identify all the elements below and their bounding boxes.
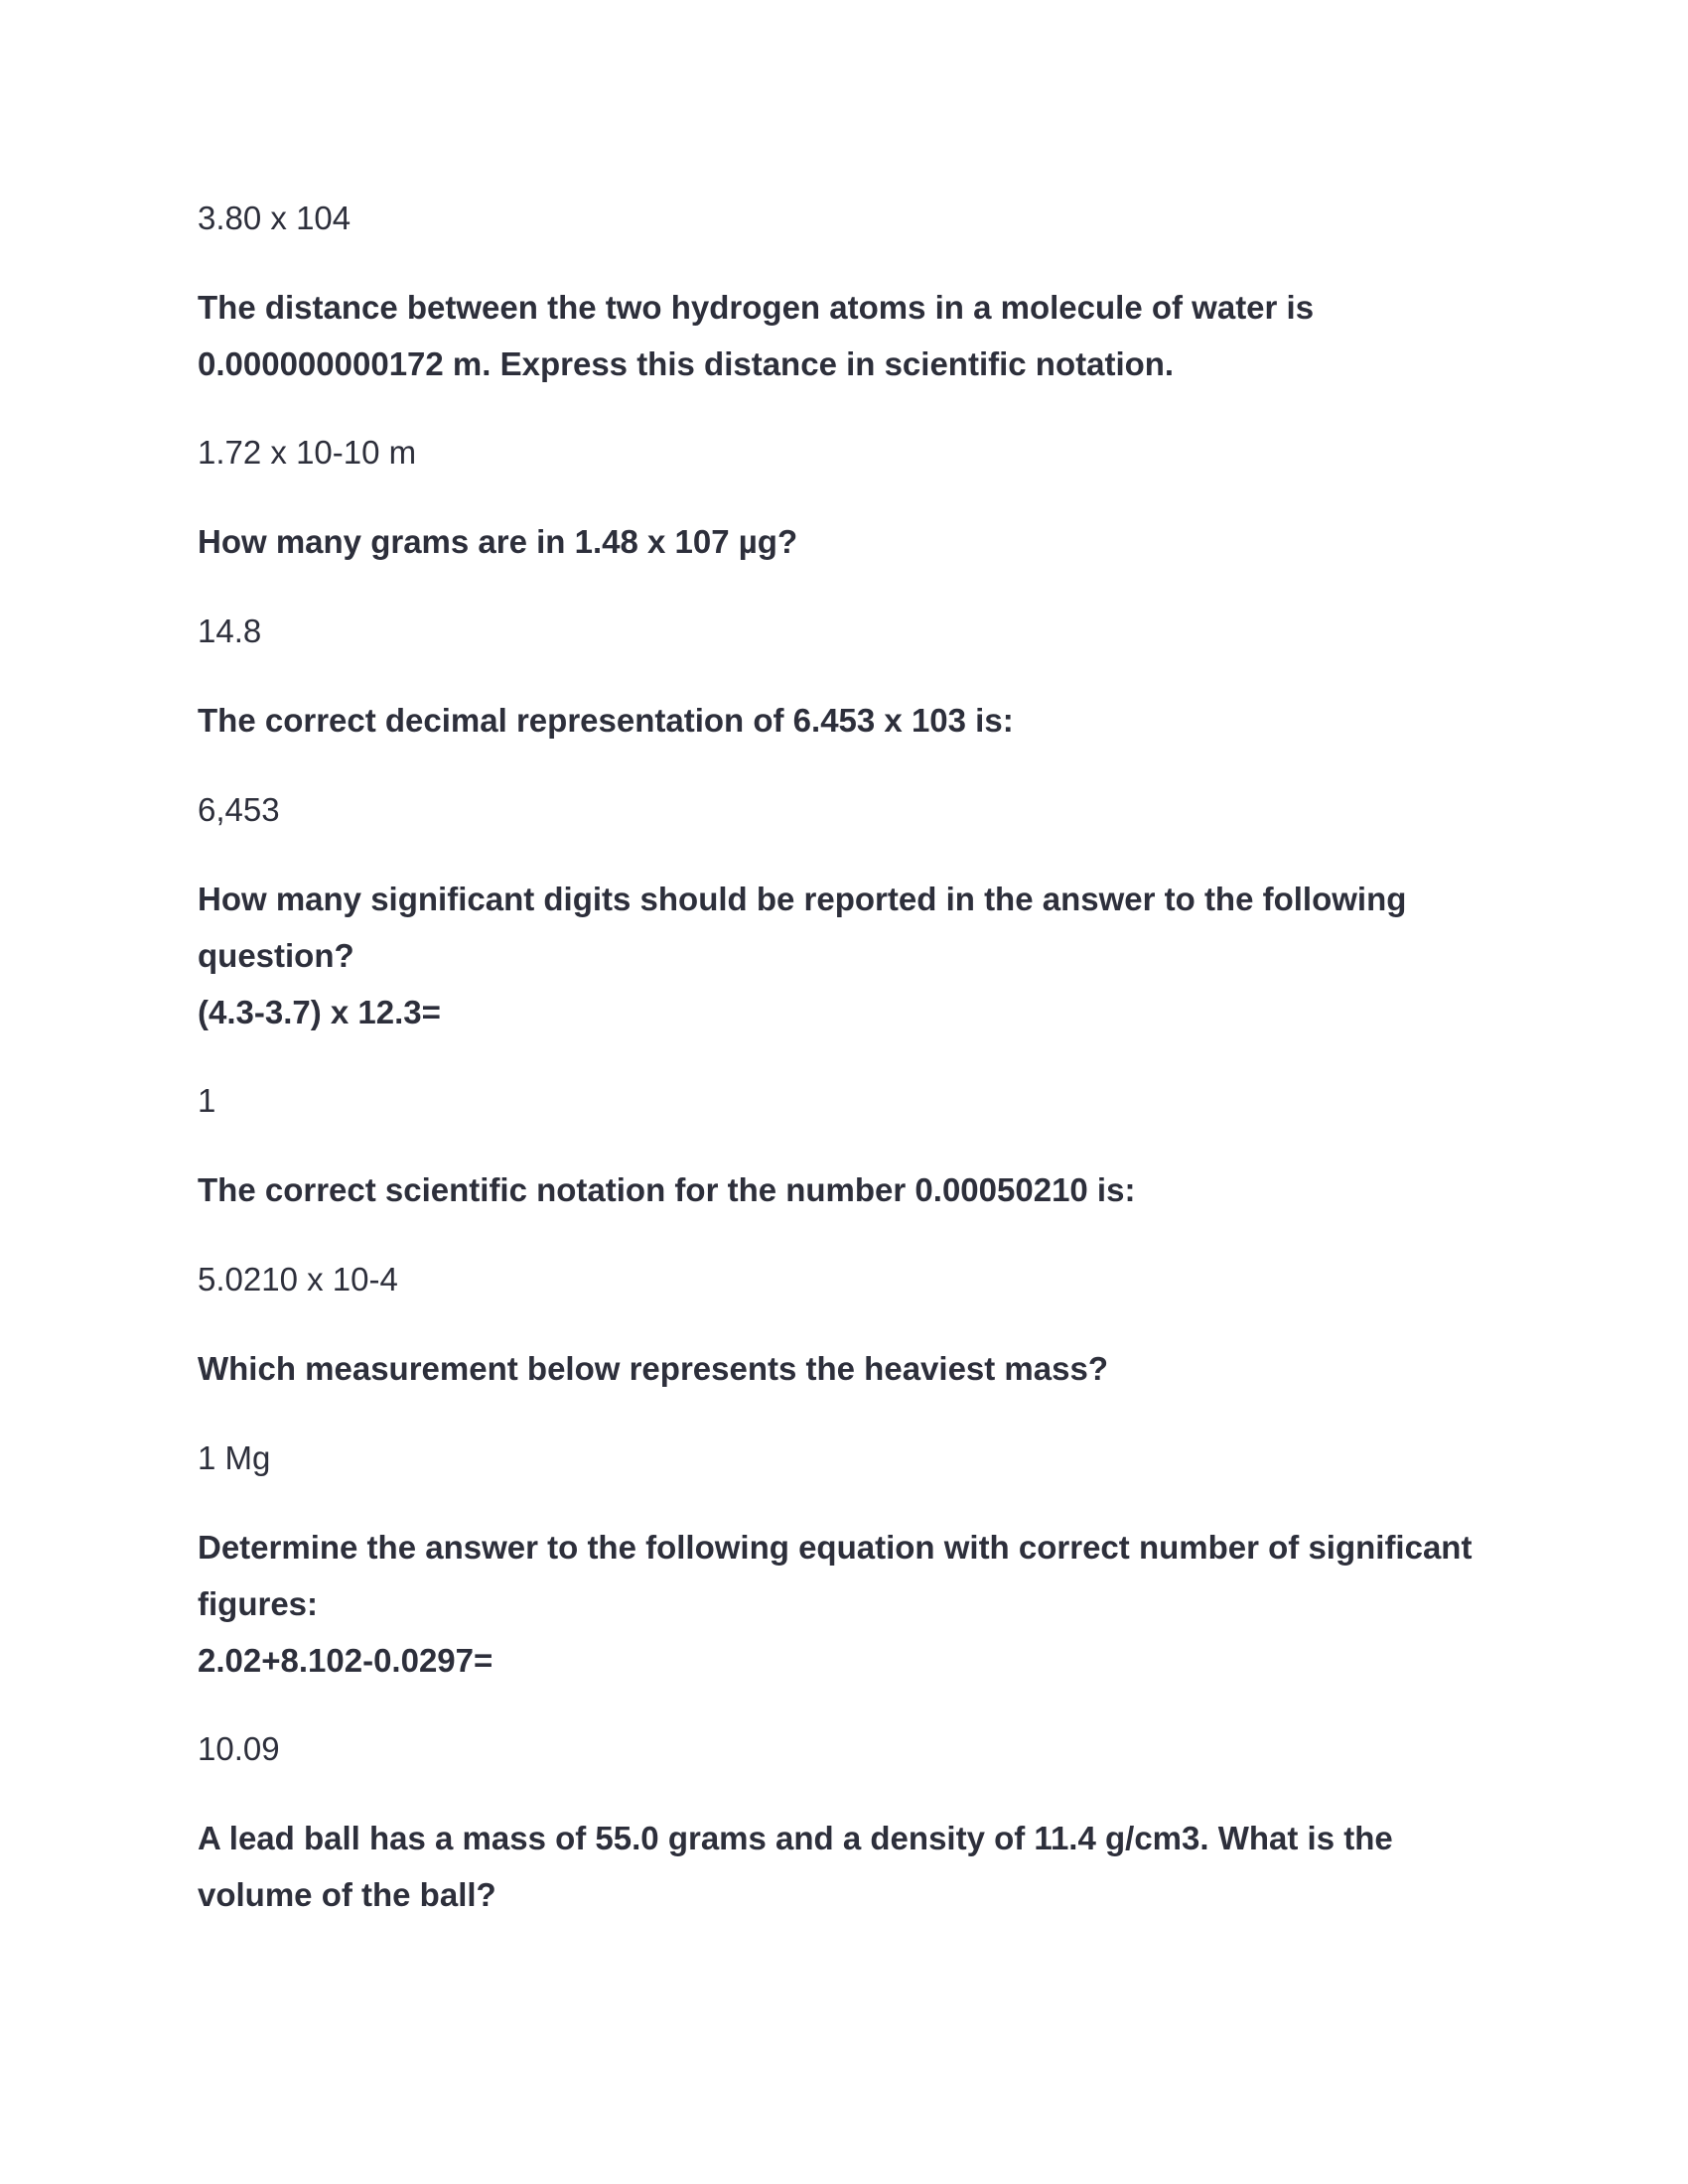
- question-text: Which measurement below represents the heaviest mass?: [198, 1350, 1108, 1387]
- answer-text: 1.72 x 10-10 m: [198, 434, 417, 471]
- question-text: figures:: [198, 1585, 319, 1622]
- answer-text: 5.0210 x 10-4: [198, 1261, 398, 1297]
- question-text: 0.000000000172 m. Express this distance in scientific notation.: [198, 345, 1175, 382]
- answer-text: 3.80 x 104: [198, 200, 352, 236]
- question-text: The correct decimal representation of 6.453 x 103 is:: [198, 702, 1014, 739]
- question-text: volume of the ball?: [198, 1876, 496, 1913]
- answer-text: 10.09: [198, 1730, 280, 1767]
- question-text: How many significant digits should be reported in the answer to the following: [198, 881, 1407, 917]
- question-text: (4.3-3.7) x 12.3=: [198, 994, 441, 1030]
- question-text: The distance between the two hydrogen atoms in a molecule of water is: [198, 289, 1315, 326]
- question-text: A lead ball has a mass of 55.0 grams and a density of 11.4 g/cm3. What is the: [198, 1820, 1393, 1856]
- question-text: question?: [198, 937, 354, 974]
- question-text: The correct scientific notation for the number 0.00050210 is:: [198, 1171, 1136, 1208]
- answer-text: 6,453: [198, 791, 280, 828]
- answer-text: 1 Mg: [198, 1439, 271, 1476]
- question-text: How many grams are in 1.48 x 107 µg?: [198, 523, 798, 560]
- answer-text: 14.8: [198, 613, 262, 649]
- question-text: 2.02+8.102-0.0297=: [198, 1642, 493, 1679]
- question-text: Determine the answer to the following equation with correct number of significant: [198, 1529, 1473, 1566]
- answer-text: 1: [198, 1082, 216, 1119]
